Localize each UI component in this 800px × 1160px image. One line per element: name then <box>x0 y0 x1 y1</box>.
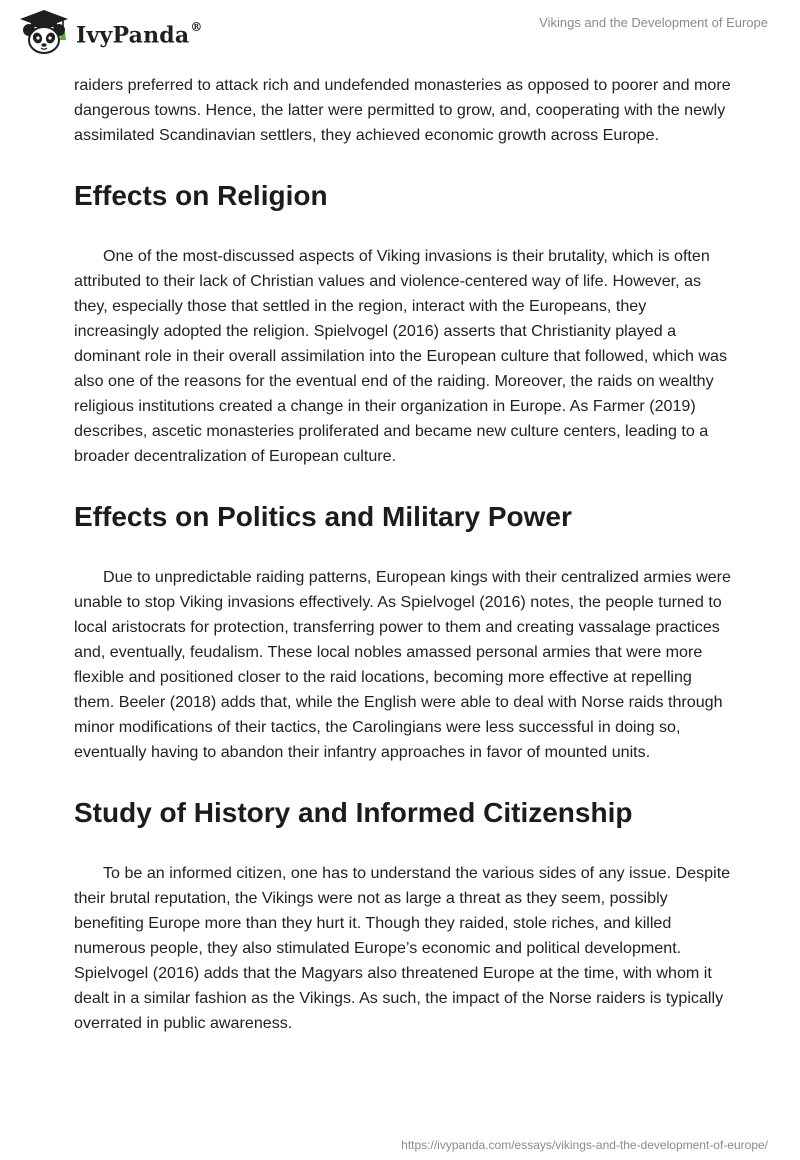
essay-content <box>74 70 734 1036</box>
section-heading-politics: Effects on Politics and Military Power <box>74 501 572 532</box>
page-header <box>0 0 800 70</box>
section-heading-citizenship: Study of History and Informed Citizenship <box>74 797 633 828</box>
document-title: Vikings and the Development of Europe <box>539 15 768 30</box>
section-paragraph-religion: One of the most-discussed aspects of Viking invasions is their brutality, which is often attributed to their lack of Christian values and violence-centered way of life. However, as they, especially those that settled in the region, interact with the Europeans, they increasingly adopted the religion. Spielvogel (2016) asserts that Christianity played a dominant role in their overall assimilation into the European culture that followed, which was also one of the reasons for the eventual end of the raiding. Moreover, the raids on wealthy religious institutions created a change in their organization in Europe. As Farmer (2019) describes, ascetic monasteries proliferated and became new culture centers, leading to a broader decentralization of European culture. <box>74 247 728 465</box>
ivypanda-logo[interactable] <box>14 8 203 56</box>
section-paragraph-citizenship: To be an informed citizen, one has to understand the various sides of any issue. Despite their brutal reputation, the Vikings were not as large a threat as they seem, possibly benefiting Europe more than they hurt it. Though they raided, stole riches, and killed numerous people, they also stimulated Europe’s economic and political development. Spielvogel (2016) adds that the Magyars also threatened Europe at the time, with whom it dealt in a similar fashion as the Vikings. As such, the impact of the Norse raiders is typically overrated in public awareness. <box>74 864 731 1032</box>
panda-graduate-icon <box>14 8 74 56</box>
section-heading-religion: Effects on Religion <box>74 180 328 211</box>
intro-paragraph: raiders preferred to attack rich and undefended monasteries as opposed to poorer and more dangerous towns. Hence, the latter were permitted to grow, and, cooperating with the newly assimilated Scandinavian settlers, they achieved economic growth across Europe. <box>74 76 731 144</box>
source-url[interactable]: https://ivypanda.com/essays/vikings-and-the-development-of-europe/ <box>401 1138 768 1152</box>
section-paragraph-politics: Due to unpredictable raiding patterns, European kings with their centralized armies were unable to stop Viking invasions effectively. As Spielvogel (2016) notes, the people turned to local aristocrats for protection, transferring power to them and creating vassalage practices and, eventually, feudalism. These local nobles amassed personal armies that were more flexible and positioned closer to the raid locations, becoming more effective at repelling them. Beeler (2018) adds that, while the English were able to deal with Norse raids through minor modifications of their tactics, the Carolingians were less successful in doing so, eventually having to abandon their infantry approaches in favor of mounted units. <box>74 568 731 761</box>
brand-name-text: IvyPanda <box>76 22 190 49</box>
registered-mark: ® <box>190 19 203 34</box>
brand-name <box>76 19 203 49</box>
